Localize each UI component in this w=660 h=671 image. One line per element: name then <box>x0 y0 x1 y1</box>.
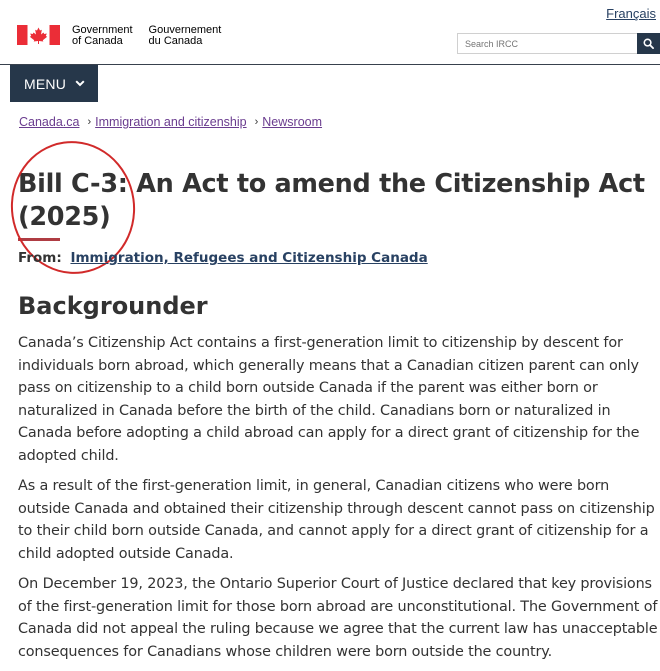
breadcrumb-link-newsroom[interactable]: Newsroom <box>262 115 323 129</box>
paragraph: As a result of the first-generation limit, in general, Canadian citizens who were born outside Canada and obtained their citizenship through descent cannot pass on citizenship to their child born outside Canada, and cannot apply for a direct grant of citizenship for a child adopted outside Canada. <box>18 478 655 562</box>
menu-label: MENU <box>24 75 67 92</box>
breadcrumb-separator-icon: › <box>87 116 92 128</box>
from-line <box>18 250 428 266</box>
section-heading: Backgrounder <box>18 292 208 320</box>
language-toggle-link[interactable]: Français <box>606 6 656 21</box>
menu-button[interactable] <box>10 65 98 102</box>
search-icon <box>643 38 654 49</box>
search-form <box>457 33 660 54</box>
search-input[interactable] <box>457 33 637 54</box>
breadcrumb <box>19 115 322 129</box>
breadcrumb-link-canada[interactable]: Canada.ca <box>19 115 80 129</box>
signature-fr-line2: du Canada <box>148 35 203 47</box>
canada-flag-icon <box>17 25 60 45</box>
page-title: Bill C-3: An Act to amend the Citizenship Act (2025) <box>18 169 645 232</box>
government-of-canada-signature[interactable] <box>17 25 221 47</box>
department-link[interactable]: Immigration, Refugees and Citizenship Canada <box>70 250 428 266</box>
signature-english <box>72 25 133 47</box>
signature-en-line2: of Canada <box>72 35 123 47</box>
breadcrumb-separator-icon: › <box>254 116 259 128</box>
search-button[interactable] <box>637 33 660 54</box>
signature-en-line1: Government <box>72 24 133 36</box>
signature-fr-line1: Gouvernement <box>148 24 222 36</box>
chevron-down-icon <box>75 80 85 87</box>
header-divider <box>0 64 660 65</box>
article-body <box>18 332 658 671</box>
breadcrumb-link-immigration[interactable]: Immigration and citizenship <box>95 115 247 129</box>
paragraph: On December 19, 2023, the Ontario Superior Court of Justice declared that key provisions of the first-generation limit for those born abroad are unconstitutional. The Government of Canada did not appeal the ruling because we agree that the current law has unacceptable consequences for Canadians whose children were born outside the country. <box>18 576 658 660</box>
from-label: From: <box>18 250 62 266</box>
paragraph: Canada’s Citizenship Act contains a first-generation limit to citizenship by descent for individuals born abroad, which generally means that a Canadian citizen parent can only pass on citizenship to a child born outside Canada if the parent was either born or naturalized in Canada before the birth of the child. Canadians born or naturalized in Canada before adopting a child abroad can apply for a direct grant of citizenship for the adopted child. <box>18 335 640 464</box>
signature-french <box>149 25 222 47</box>
